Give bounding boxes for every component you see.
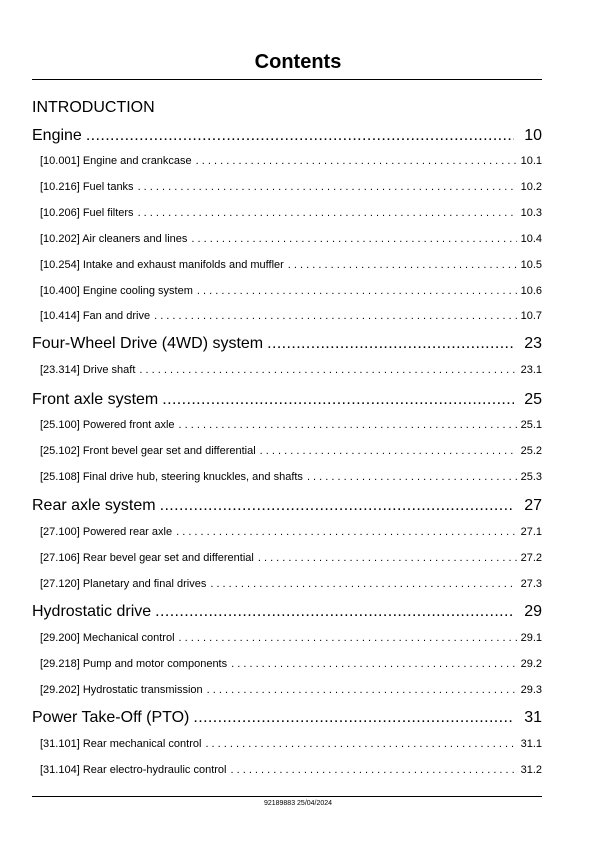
toc-page-number: 10.2 [520,181,542,193]
toc-page-number: 10.4 [520,233,542,245]
toc-chapter-title[interactable]: Rear axle system [32,497,156,514]
footer-document-id: 92189883 25/04/2024 [263,800,333,807]
toc-dot-leader [155,602,514,622]
toc-dot-leader [154,309,517,323]
toc-section-title[interactable]: [29.202] Hydrostatic transmission [40,684,203,696]
toc-section-title[interactable]: [29.200] Mechanical control [40,632,175,644]
toc-page-number: 10.3 [520,207,542,219]
toc-section-title[interactable]: [25.100] Powered front axle [40,419,175,431]
toc-section-title[interactable]: [23.314] Drive shaft [40,364,136,376]
toc-page-number: 29.2 [520,658,542,670]
toc-section-row[interactable] [40,737,542,751]
toc-section-title[interactable]: [25.102] Front bevel gear set and differential [40,445,256,457]
toc-section-row[interactable] [40,470,542,484]
toc-dot-leader [267,334,514,354]
toc-section-title[interactable]: [10.216] Fuel tanks [40,181,134,193]
toc-dot-leader [196,154,517,168]
toc-section-row[interactable] [40,154,542,168]
toc-section-title[interactable]: [10.001] Engine and crankcase [40,155,192,167]
toc-section-row[interactable] [40,631,542,645]
toc-section-row[interactable] [40,444,542,458]
footer-divider [32,796,542,797]
toc-chapter-row[interactable] [32,708,542,728]
toc-page-number: 29.3 [520,684,542,696]
toc-page-number: 25.3 [520,471,542,483]
toc-page-number: 31.1 [520,738,542,750]
toc-dot-leader [138,206,517,220]
toc-chapter-title[interactable]: Engine [32,127,82,144]
toc-dot-leader [288,258,517,272]
toc-dot-leader [176,525,516,539]
toc-section-row[interactable] [40,180,542,194]
toc-page-number: 10 [524,127,542,144]
toc-page-number: 29.1 [520,632,542,644]
toc-dot-leader [205,737,516,751]
toc-section-row[interactable] [40,284,542,298]
toc-section-row[interactable] [40,309,542,323]
toc-dot-leader [179,631,517,645]
toc-section-title[interactable]: [29.218] Pump and motor components [40,658,228,670]
toc-dot-leader [162,390,514,410]
toc-page-number: 10.6 [520,285,542,297]
toc-page-number: 27 [524,497,542,514]
toc-page-number: 10.7 [520,310,542,322]
toc-page-number: 27.2 [520,552,542,564]
toc-chapter-title[interactable]: Four-Wheel Drive (4WD) system [32,335,264,352]
toc-chapter-row[interactable] [32,390,542,410]
toc-page-number: 25.1 [520,419,542,431]
toc-section-row[interactable] [40,525,542,539]
toc-section-title[interactable]: [10.202] Air cleaners and lines [40,233,188,245]
toc-page-number: 10.5 [520,259,542,271]
toc-page-number: 10.1 [520,155,542,167]
toc-dot-leader [193,708,514,728]
toc-section-row[interactable] [40,657,542,671]
toc-section-title[interactable]: [31.101] Rear mechanical control [40,738,202,750]
toc-section-row[interactable] [40,551,542,565]
toc-page-number: 25.2 [520,445,542,457]
toc-chapter-title[interactable]: Power Take-Off (PTO) [32,709,190,726]
toc-section-title[interactable]: [10.414] Fan and drive [40,310,151,322]
toc-chapter-row[interactable] [32,602,542,622]
toc-dot-leader [86,126,514,146]
page-title: Contents [254,51,342,73]
toc-section-title[interactable]: [10.254] Intake and exhaust manifolds and muffler [40,259,284,271]
toc-chapter-title[interactable]: Hydrostatic drive [32,603,152,620]
toc-page-number: 27.3 [520,578,542,590]
toc-dot-leader [207,683,517,697]
toc-section-title[interactable]: [10.400] Engine cooling system [40,285,193,297]
toc-dot-leader [258,551,517,565]
toc-page-number: 31 [524,709,542,726]
toc-chapter-title[interactable]: Front axle system [32,391,159,408]
toc-dot-leader [231,657,516,671]
toc-section-row[interactable] [40,418,542,432]
toc-dot-leader [230,763,516,777]
toc-section-row[interactable] [40,683,542,697]
toc-section-title[interactable]: [27.120] Planetary and final drives [40,578,207,590]
toc-dot-leader [160,496,515,516]
toc-section-title[interactable]: [27.100] Powered rear axle [40,526,173,538]
toc-section-row[interactable] [40,232,542,246]
toc-section-title[interactable]: [10.206] Fuel filters [40,207,134,219]
toc-page-number: 27.1 [520,526,542,538]
toc-section-row[interactable] [40,363,542,377]
toc-dot-leader [197,284,517,298]
toc-page-number: 29 [524,603,542,620]
toc-dot-leader [191,232,516,246]
toc-section-title[interactable]: [25.108] Final drive hub, steering knuckles, and shafts [40,471,303,483]
toc-chapter-row[interactable] [32,496,542,516]
toc-section-title[interactable]: [27.106] Rear bevel gear set and differential [40,552,254,564]
toc-page-number: 25 [524,391,542,408]
toc-dot-leader [260,444,517,458]
toc-chapter-row[interactable] [32,334,542,354]
toc-section-row[interactable] [40,763,542,777]
toc-dot-leader [139,363,516,377]
toc-section-row[interactable] [40,577,542,591]
toc-dot-leader [307,470,517,484]
toc-page-number: 23.1 [520,364,542,376]
toc-section-row[interactable] [40,206,542,220]
toc-section-row[interactable] [40,258,542,272]
toc-section-title[interactable]: [31.104] Rear electro-hydraulic control [40,764,227,776]
toc-dot-leader [210,577,516,591]
toc-dot-leader [138,180,517,194]
toc-dot-leader [179,418,517,432]
toc-page-number: 31.2 [520,764,542,776]
toc-introduction-link[interactable]: INTRODUCTION [32,99,155,116]
toc-chapter-row[interactable] [32,126,542,146]
toc-page-number: 23 [524,335,542,352]
